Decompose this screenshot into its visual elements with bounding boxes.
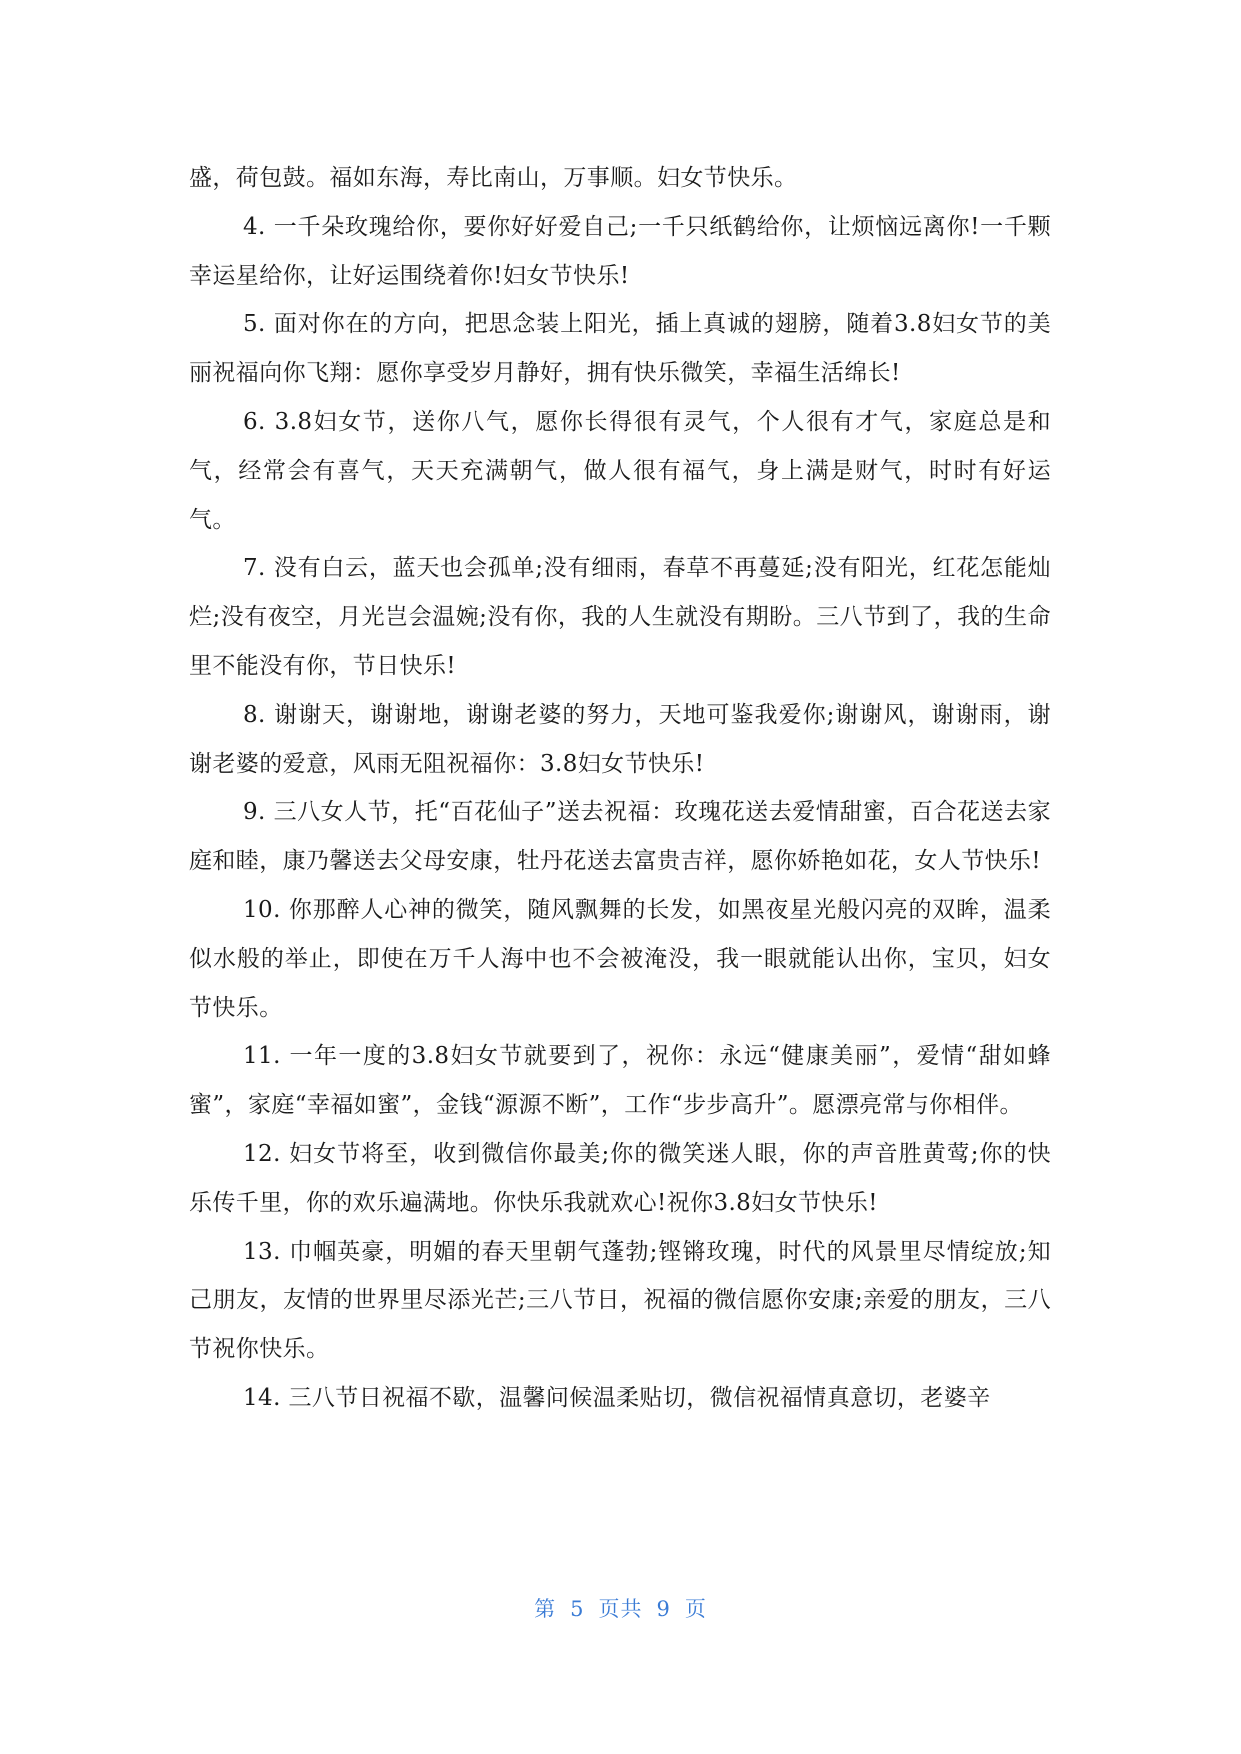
list-item-5: 5. 面对你在的方向，把思念装上阳光，插上真诚的翅膀，随着3.8妇女节的美丽祝福向你飞翔：愿你享受岁月静好，拥有快乐微笑，幸福生活绵长! — [189, 311, 1051, 387]
page-footer — [0, 1594, 1241, 1624]
list-item-11: 11. 一年一度的3.8妇女节就要到了，祝你：永远“健康美丽”，爱情“甜如蜂蜜”，家庭“幸福如蜜”，金钱“源源不断”，工作“步步高升”。愿漂亮常与你相伴。 — [189, 1043, 1051, 1119]
list-item-12: 12. 妇女节将至，收到微信你最美;你的微笑迷人眼，你的声音胜黄莺;你的快乐传千里，你的欢乐遍满地。你快乐我就欢心!祝你3.8妇女节快乐! — [189, 1140, 1051, 1216]
list-item-9: 9. 三八女人节，托“百花仙子”送去祝福：玫瑰花送去爱情甜蜜，百合花送去家庭和睦，康乃馨送去父母安康，牡丹花送去富贵吉祥，愿你娇艳如花，女人节快乐! — [189, 799, 1051, 875]
list-item-4: 4. 一千朵玫瑰给你，要你好好爱自己;一千只纸鹤给你，让烦恼远离你!一千颗幸运星给你，让好运围绕着你!妇女节快乐! — [189, 213, 1051, 289]
list-item-6: 6. 3.8妇女节，送你八气，愿你长得很有灵气，个人很有才气，家庭总是和气，经常会有喜气，天天充满朝气，做人很有福气，身上满是财气，时时有好运气。 — [189, 408, 1051, 533]
footer-middle: 页共 — [598, 1597, 643, 1621]
footer-total-pages: 9 — [656, 1597, 671, 1621]
footer-suffix: 页 — [684, 1597, 707, 1621]
list-item-10: 10. 你那醉人心神的微笑，随风飘舞的长发，如黑夜星光般闪亮的双眸，温柔似水般的举止，即使在万千人海中也不会被淹没，我一眼就能认出你，宝贝，妇女节快乐。 — [189, 896, 1051, 1021]
footer-prefix: 第 — [534, 1597, 557, 1621]
document-body — [189, 154, 1051, 1423]
list-item-8: 8. 谢谢天，谢谢地，谢谢老婆的努力，天地可鉴我爱你;谢谢风，谢谢雨，谢谢老婆的爱意，风雨无阻祝福你：3.8妇女节快乐! — [189, 701, 1051, 777]
list-item-7: 7. 没有白云，蓝天也会孤单;没有细雨，春草不再蔓延;没有阳光，红花怎能灿烂;没有夜空，月光岂会温婉;没有你，我的人生就没有期盼。三八节到了，我的生命里不能没有你，节日快乐! — [189, 555, 1051, 679]
paragraph-continuation: 盛，荷包鼓。福如东海，寿比南山，万事顺。妇女节快乐。 — [189, 165, 798, 191]
list-item-13: 13. 巾帼英豪，明媚的春天里朝气蓬勃;铿锵玫瑰，时代的风景里尽情绽放;知己朋友，友情的世界里尽添光芒;三八节日，祝福的微信愿你安康;亲爱的朋友，三八节祝你快乐。 — [189, 1238, 1051, 1363]
footer-current-page: 5 — [570, 1597, 585, 1621]
list-item-14: 14. 三八节日祝福不歇，温馨问候温柔贴切，微信祝福情真意切，老婆辛 — [243, 1384, 991, 1411]
